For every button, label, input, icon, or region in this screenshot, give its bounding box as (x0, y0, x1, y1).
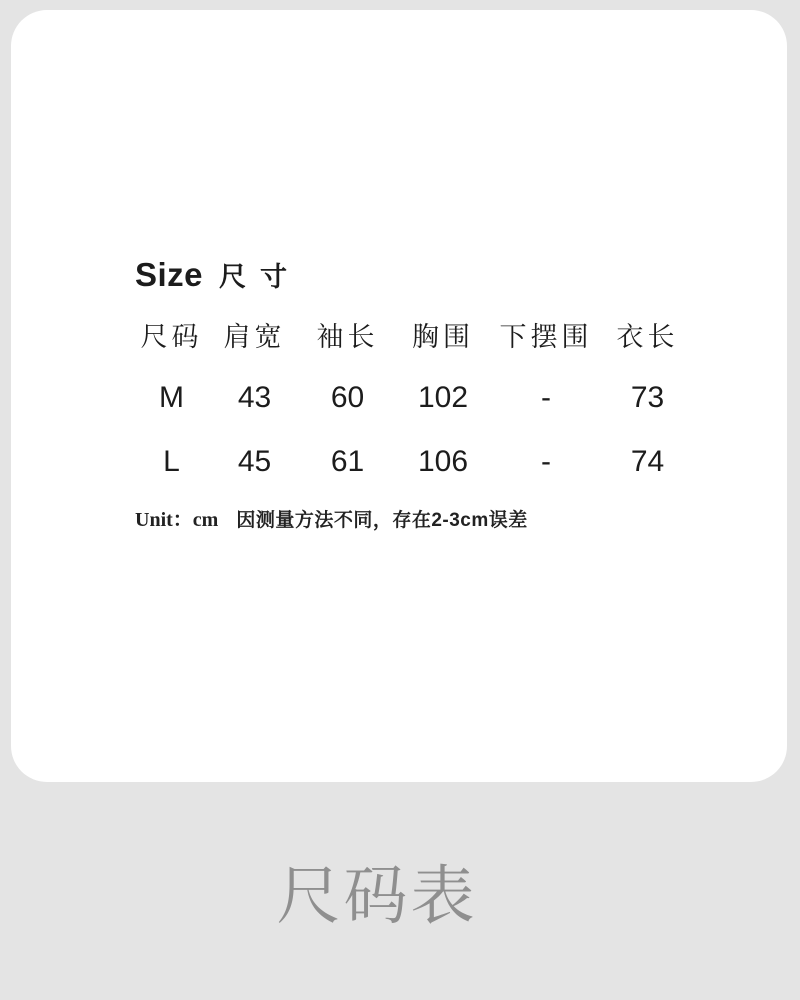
cell-chest-value: 102 (417, 381, 469, 414)
size-chart-card (11, 10, 787, 782)
cell-length-value: 73 (630, 381, 665, 414)
cell-shoulder-value: 43 (237, 381, 272, 414)
size-title-en: Size (135, 256, 204, 293)
size-table-row-l (135, 442, 695, 482)
header-cell-chest: 胸围 (412, 322, 474, 352)
cell-size-label: L (163, 445, 180, 478)
cell-sleeve-value: 61 (330, 445, 365, 478)
header-cell-hem: 下摆围 (499, 322, 593, 352)
header-cell-size: 尺码 (140, 322, 203, 352)
header-cell-shoulder: 肩宽 (223, 322, 286, 352)
header-cell-sleeve: 袖长 (316, 322, 379, 352)
size-table (135, 317, 695, 482)
cell-hem-value: - (541, 445, 551, 478)
cell-length-value: 74 (630, 445, 665, 478)
size-chart-title (135, 252, 301, 298)
size-title-zh: 尺寸 (219, 262, 302, 292)
unit-note-label: Unit：cm (135, 509, 219, 531)
cell-sleeve-value: 60 (330, 381, 365, 414)
unit-note-disclaimer: 因测量方法不同，存在2-3cm误差 (236, 510, 528, 531)
size-table-row-m (135, 378, 695, 418)
cell-chest-value: 106 (417, 445, 469, 478)
size-table-header-row (135, 317, 695, 357)
unit-note (135, 506, 528, 534)
footer-section-label: 尺码表 (276, 860, 478, 932)
cell-hem-value: - (541, 381, 551, 414)
cell-shoulder-value: 45 (237, 445, 272, 478)
cell-size-label: M (159, 381, 184, 414)
header-cell-length: 衣长 (616, 322, 679, 352)
